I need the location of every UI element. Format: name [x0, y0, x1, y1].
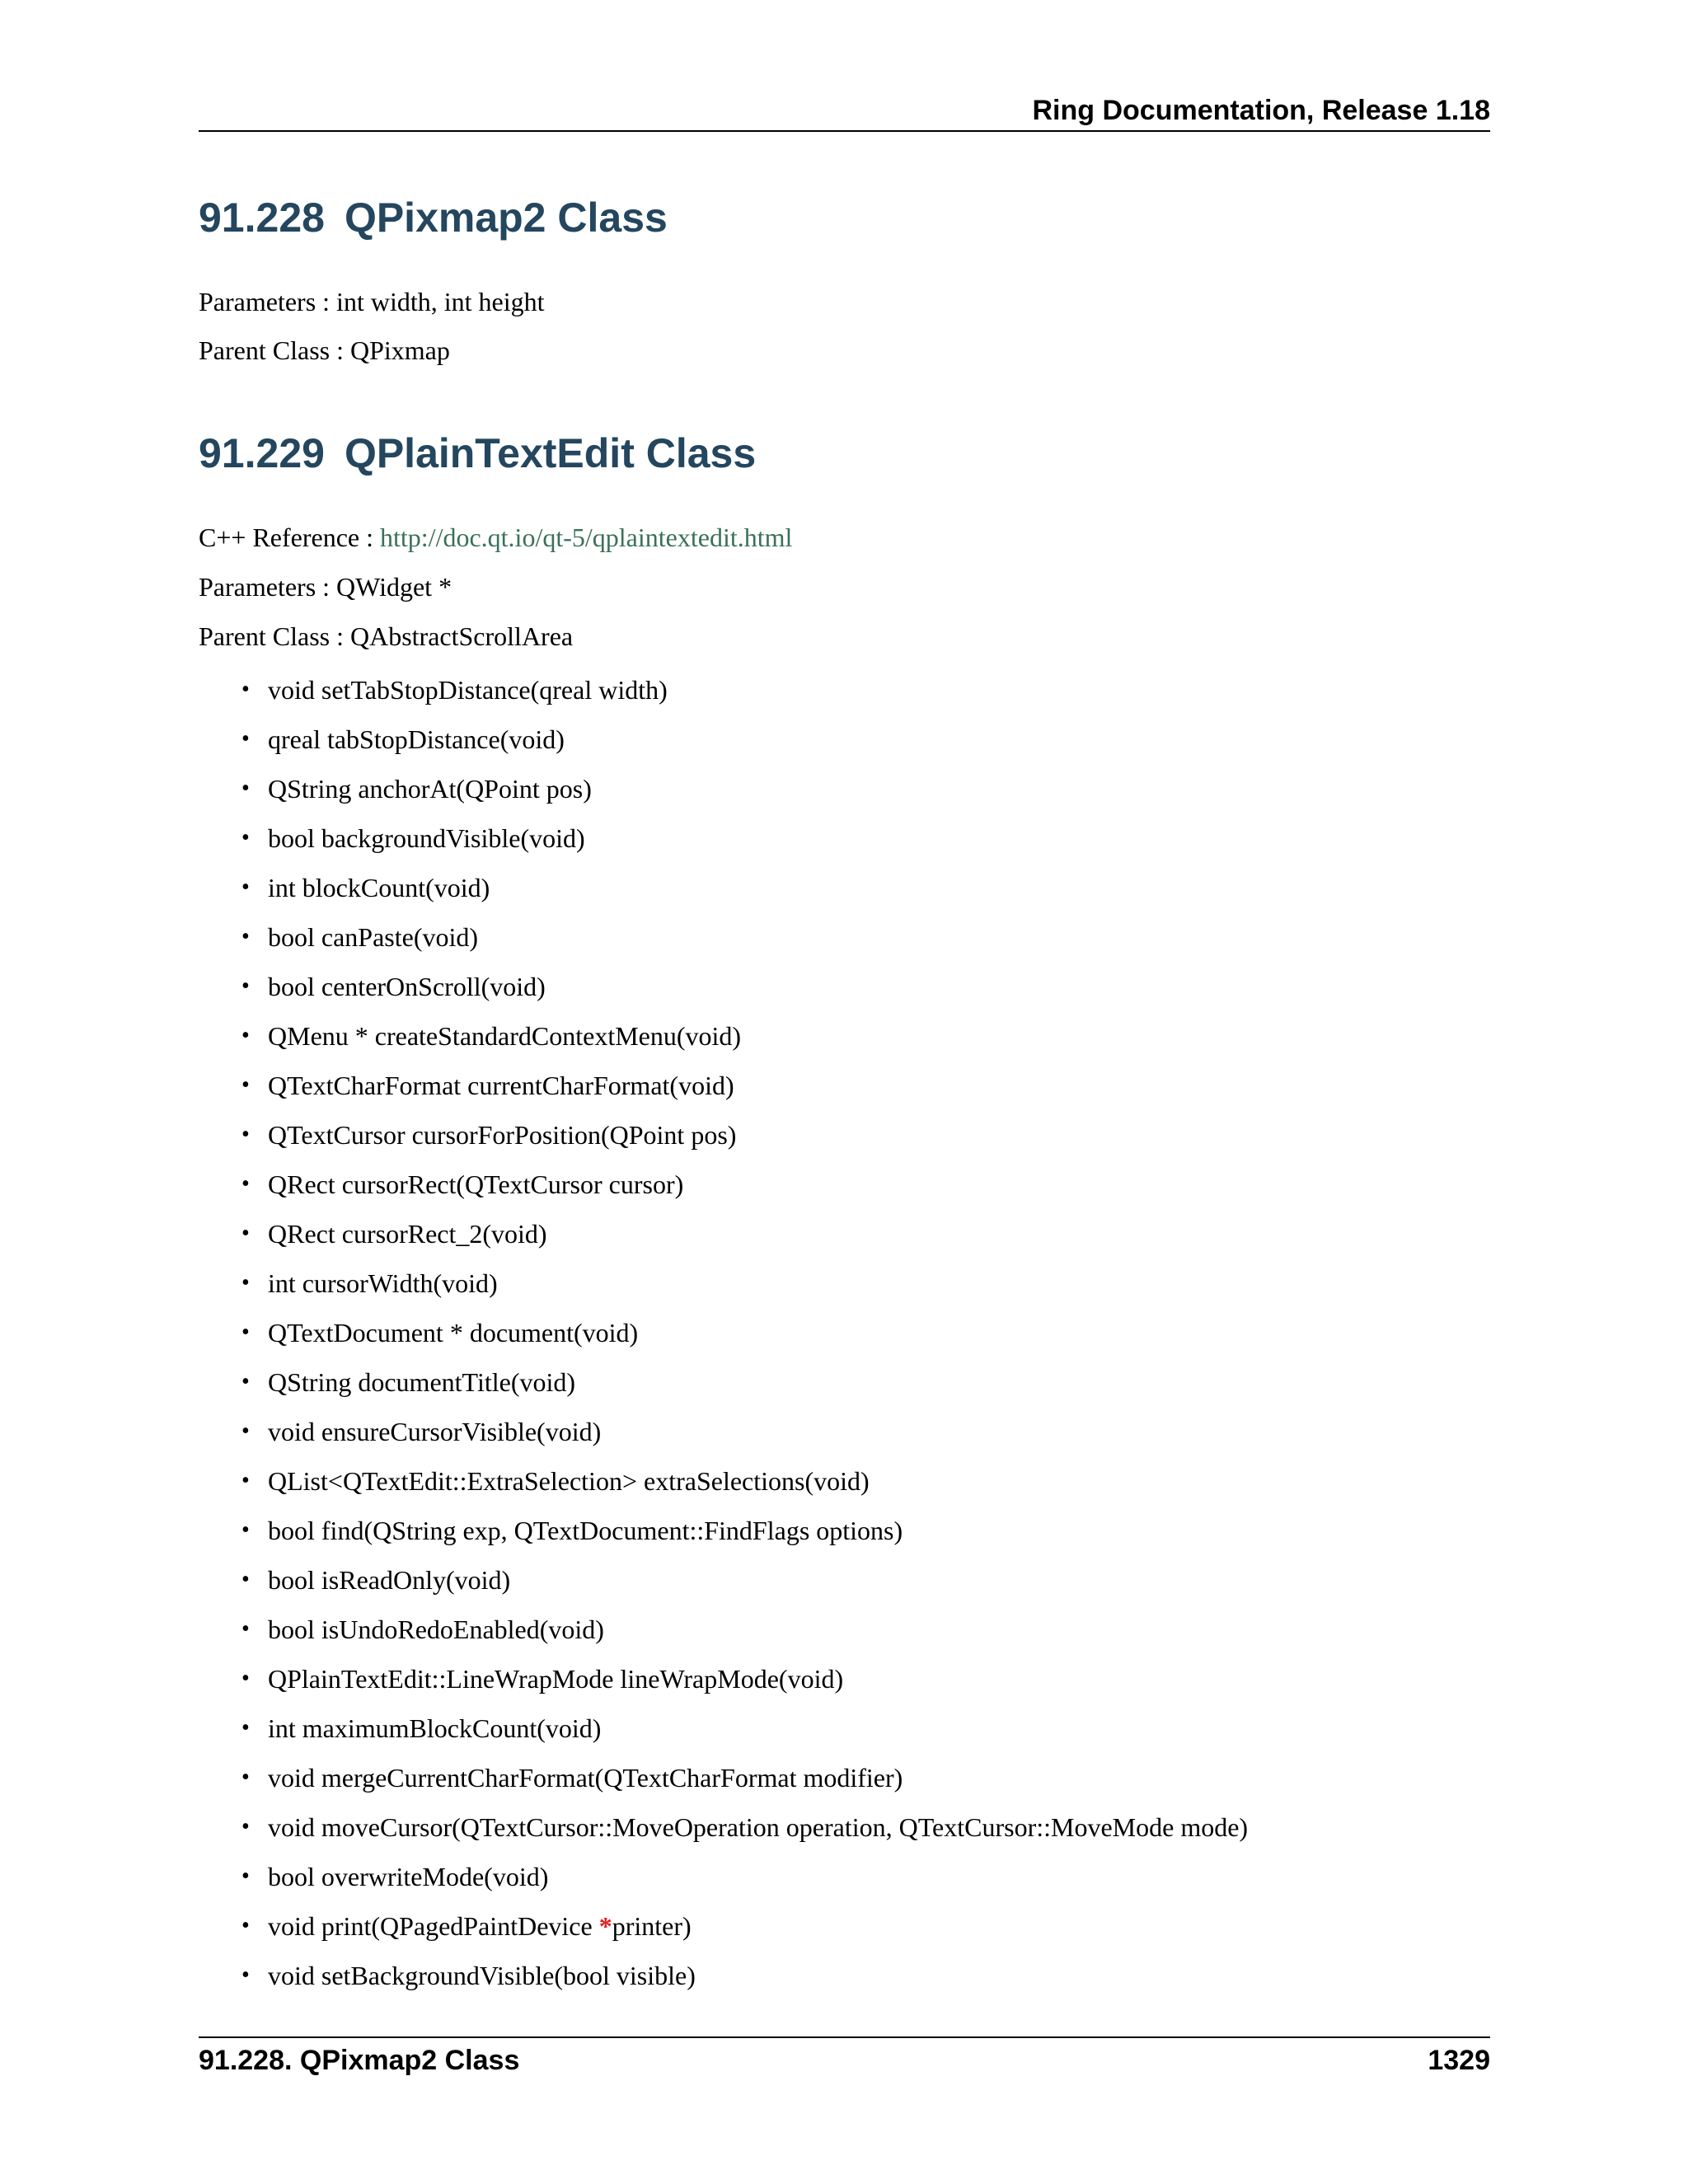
bullet-icon: •	[241, 924, 250, 949]
list-item	[199, 1415, 1248, 1465]
bullet-icon: •	[241, 1072, 250, 1098]
method-signature: void setBackgroundVisible(bool visible)	[268, 1961, 696, 1990]
bullet-icon: •	[241, 1666, 250, 1691]
list-item	[199, 1217, 1248, 1267]
footer-section-label: 91.228. QPixmap2 Class	[199, 2045, 520, 2076]
list-item	[199, 1019, 1248, 1069]
list-item	[199, 1168, 1248, 1217]
footer-divider	[199, 2036, 1490, 2038]
list-item	[199, 1465, 1248, 1514]
bullet-icon: •	[241, 1567, 250, 1592]
method-signature: QString anchorAt(QPoint pos)	[268, 774, 592, 804]
method-signature: void setTabStopDistance(qreal width)	[268, 675, 668, 705]
list-item	[199, 1267, 1248, 1316]
method-signature: bool canPaste(void)	[268, 922, 479, 952]
list-item	[199, 673, 1248, 723]
section-heading-qplaintextedit	[199, 429, 756, 478]
list-item	[199, 1662, 1248, 1712]
list-item	[199, 1514, 1248, 1563]
bullet-icon: •	[241, 1418, 250, 1444]
bullet-icon: •	[241, 825, 250, 851]
method-signature: QString documentTitle(void)	[268, 1367, 576, 1397]
section-title: QPlainTextEdit Class	[344, 430, 757, 476]
method-signature: void moveCursor(QTextCursor::MoveOperation operation, QTextCursor::MoveMode mode)	[268, 1812, 1249, 1842]
method-signature: bool isUndoRedoEnabled(void)	[268, 1615, 604, 1644]
cpp-reference-link[interactable]: http://doc.qt.io/qt-5/qplaintextedit.html	[380, 523, 793, 552]
method-signature: QList<QTextEdit::ExtraSelection> extraSelections(void)	[268, 1466, 870, 1496]
bullet-icon: •	[241, 1715, 250, 1741]
bullet-icon: •	[241, 1319, 250, 1345]
list-item	[199, 1366, 1248, 1415]
cpp-reference-label: C++ Reference :	[199, 523, 380, 552]
bullet-icon: •	[241, 1616, 250, 1642]
bullet-icon: •	[241, 1122, 250, 1147]
method-signature-rest: printer)	[612, 1911, 692, 1941]
method-signature: QTextCursor cursorForPosition(QPoint pos)	[268, 1120, 737, 1150]
section-number: 91.229	[199, 430, 325, 476]
list-item	[199, 871, 1248, 921]
bullet-icon: •	[241, 1962, 250, 1988]
bullet-icon: •	[241, 726, 250, 752]
list-item	[199, 1910, 1248, 1959]
method-signature: void mergeCurrentCharFormat(QTextCharFormat modifier)	[268, 1763, 903, 1793]
list-item	[199, 772, 1248, 822]
list-item	[199, 1613, 1248, 1662]
list-item	[199, 1316, 1248, 1366]
method-signature: QRect cursorRect_2(void)	[268, 1219, 547, 1249]
parent-class-line: Parent Class : QAbstractScrollArea	[199, 621, 574, 651]
parameters-line: Parameters : int width, int height	[199, 287, 545, 316]
bullet-icon: •	[241, 1023, 250, 1048]
bullet-icon: •	[241, 1814, 250, 1840]
list-item	[199, 1069, 1248, 1118]
method-signature: int cursorWidth(void)	[268, 1268, 498, 1298]
parameters-line: Parameters : QWidget *	[199, 572, 452, 602]
list-item	[199, 1761, 1248, 1811]
method-signature: bool centerOnScroll(void)	[268, 972, 546, 1001]
list-item	[199, 1712, 1248, 1761]
bullet-icon: •	[241, 1369, 250, 1394]
list-item	[199, 921, 1248, 970]
bullet-icon: •	[241, 1171, 250, 1197]
method-signature: int blockCount(void)	[268, 873, 490, 902]
error-highlight: *	[598, 1911, 612, 1941]
bullet-icon: •	[241, 1765, 250, 1790]
page-number: 1329	[1428, 2045, 1490, 2076]
bullet-icon: •	[241, 1221, 250, 1246]
bullet-icon: •	[241, 776, 250, 801]
method-signature: QTextDocument * document(void)	[268, 1318, 639, 1347]
method-signature: void ensureCursorVisible(void)	[268, 1417, 602, 1446]
section-number: 91.228	[199, 194, 325, 241]
method-signature: qreal tabStopDistance(void)	[268, 724, 565, 754]
method-signature: void print(QPagedPaintDevice	[268, 1911, 599, 1941]
bullet-icon: •	[241, 1863, 250, 1889]
bullet-icon: •	[241, 677, 250, 702]
method-signature: bool find(QString exp, QTextDocument::FindFlags options)	[268, 1516, 903, 1545]
cpp-reference-line	[199, 521, 792, 554]
list-item	[199, 1959, 1248, 2008]
list-item	[199, 822, 1248, 871]
method-signature: bool backgroundVisible(void)	[268, 823, 585, 853]
section-title: QPixmap2 Class	[344, 194, 668, 241]
method-signature: QTextCharFormat currentCharFormat(void)	[268, 1071, 734, 1100]
list-item	[199, 1860, 1248, 1910]
parent-class-line: Parent Class : QPixmap	[199, 335, 450, 365]
header-divider	[199, 130, 1490, 132]
method-signature: bool isReadOnly(void)	[268, 1565, 511, 1595]
bullet-icon: •	[241, 1270, 250, 1296]
method-signature: QMenu * createStandardContextMenu(void)	[268, 1021, 742, 1051]
method-list	[199, 673, 1248, 2008]
list-item	[199, 1118, 1248, 1168]
bullet-icon: •	[241, 973, 250, 999]
list-item	[199, 1563, 1248, 1613]
method-signature: QRect cursorRect(QTextCursor cursor)	[268, 1169, 684, 1199]
list-item	[199, 1811, 1248, 1860]
bullet-icon: •	[241, 1913, 250, 1938]
bullet-icon: •	[241, 874, 250, 900]
bullet-icon: •	[241, 1468, 250, 1493]
document-page	[199, 0, 1490, 2184]
list-item	[199, 723, 1248, 772]
list-item	[199, 970, 1248, 1019]
method-signature: int maximumBlockCount(void)	[268, 1713, 602, 1743]
section-heading-qpixmap2	[199, 193, 668, 242]
method-signature: QPlainTextEdit::LineWrapMode lineWrapMode(void)	[268, 1664, 844, 1694]
method-signature: bool overwriteMode(void)	[268, 1862, 549, 1891]
bullet-icon: •	[241, 1517, 250, 1543]
running-header: Ring Documentation, Release 1.18	[1032, 95, 1490, 126]
